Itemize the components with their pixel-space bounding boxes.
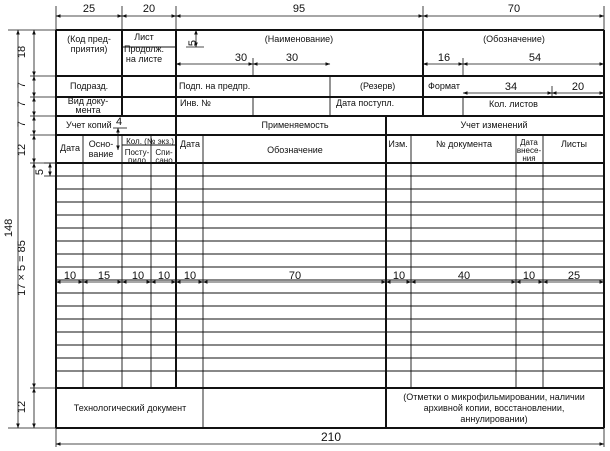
col-change-no: Изм. xyxy=(388,139,408,149)
dim-left-12a: 12 xyxy=(16,143,28,157)
col-entry-date-2: внесе- xyxy=(516,146,542,155)
dim-top-25: 25 xyxy=(82,3,96,15)
org-code-label-2: приятия) xyxy=(70,44,108,54)
dim-top-70: 70 xyxy=(507,3,521,15)
col-qty-copy: Кол. (№ экз.) xyxy=(126,137,174,146)
sheet-count-label: Кол. листов xyxy=(489,99,538,109)
form-grid xyxy=(56,30,604,428)
notes-label-2: архивной копии, восстановлении, xyxy=(423,403,565,413)
date-received-label: Дата поступл. xyxy=(336,98,395,108)
copies-record-label: Учет копий xyxy=(66,120,112,130)
notes-label: (Отметки о микрофильмировании, наличии xyxy=(403,392,585,402)
org-code-label: (Код пред- xyxy=(67,34,111,44)
col-date: Дата xyxy=(60,143,80,153)
footer-texts xyxy=(74,392,585,424)
name-label: (Наименование) xyxy=(264,34,334,44)
dim-copies-4: 4 xyxy=(115,116,123,128)
dim-col-15: 15 xyxy=(97,270,111,282)
col-designation: Обозначение xyxy=(267,145,323,155)
dim-col-25: 25 xyxy=(567,270,581,282)
dim-col-70: 70 xyxy=(288,270,302,282)
col-doc-number: № документа xyxy=(435,139,493,149)
format-label: Формат xyxy=(428,81,460,91)
col-date2: Дата xyxy=(180,139,200,149)
col-sheets: Листы xyxy=(560,139,588,149)
dim-col-40: 40 xyxy=(457,270,471,282)
applicability-label: Применяемость xyxy=(261,120,329,130)
dim-name-30b: 30 xyxy=(285,52,299,64)
dim-col-10d: 10 xyxy=(183,270,197,282)
dim-col-10b: 10 xyxy=(131,270,145,282)
sheet-label: Лист xyxy=(134,32,154,42)
dim-col-10f: 10 xyxy=(522,270,536,282)
dim-top-95: 95 xyxy=(292,3,306,15)
dimension-lines xyxy=(8,6,604,447)
inv-no-label: Инв. № xyxy=(180,98,211,108)
col-received-2: пило xyxy=(127,156,147,165)
reserve-label: (Резерв) xyxy=(360,81,396,91)
subdivision-label: Подразд. xyxy=(70,81,109,91)
continued-label-2: на листе xyxy=(125,54,163,64)
dim-total-210: 210 xyxy=(320,430,342,444)
changes-record-label: Учет изменений xyxy=(460,120,528,130)
dim-left-7c: 7 xyxy=(16,120,28,128)
dim-mid-85: 17 × 5 = 85 xyxy=(16,240,28,296)
dimension-numbers xyxy=(3,3,584,444)
col-entry-date-3: ния xyxy=(522,154,536,163)
dim-total-148: 148 xyxy=(3,218,15,238)
column-headers xyxy=(60,137,587,165)
dim-format-20: 20 xyxy=(571,81,585,93)
col-written-off: Спи- xyxy=(155,148,173,157)
dim-row-5: 5 xyxy=(34,168,46,176)
col-written-off-2: сано xyxy=(155,156,173,165)
notes-label-3: аннулировании) xyxy=(460,414,528,424)
dim-left-7a: 7 xyxy=(16,81,28,89)
dim-sheet-5: 5 xyxy=(187,39,199,47)
tech-doc-label: Технологический документ xyxy=(73,403,187,413)
dim-des-54: 54 xyxy=(528,52,542,64)
col-entry-date: Дата xyxy=(520,138,538,147)
continued-label: Продолж. xyxy=(123,44,165,54)
dim-left-12b: 12 xyxy=(16,400,28,414)
dim-des-16: 16 xyxy=(437,52,451,64)
dim-left-7b: 7 xyxy=(16,100,28,108)
col-basis: Осно- xyxy=(88,139,114,149)
dim-left-18: 18 xyxy=(16,45,28,59)
dim-top-20: 20 xyxy=(142,3,156,15)
dim-name-30a: 30 xyxy=(234,52,248,64)
doc-kind-label-2: мента xyxy=(75,105,101,115)
dim-col-10e: 10 xyxy=(392,270,406,282)
doc-kind-label: Вид доку- xyxy=(67,96,109,106)
col-basis-2: вание xyxy=(88,149,114,159)
designation-label: (Обозначение) xyxy=(483,34,545,44)
col-received: Посту- xyxy=(124,148,150,157)
dim-format-34: 34 xyxy=(504,81,518,93)
dim-col-10c: 10 xyxy=(157,270,171,282)
dim-col-10a: 10 xyxy=(63,270,77,282)
approved-label: Подп. на предпр. xyxy=(179,81,251,91)
